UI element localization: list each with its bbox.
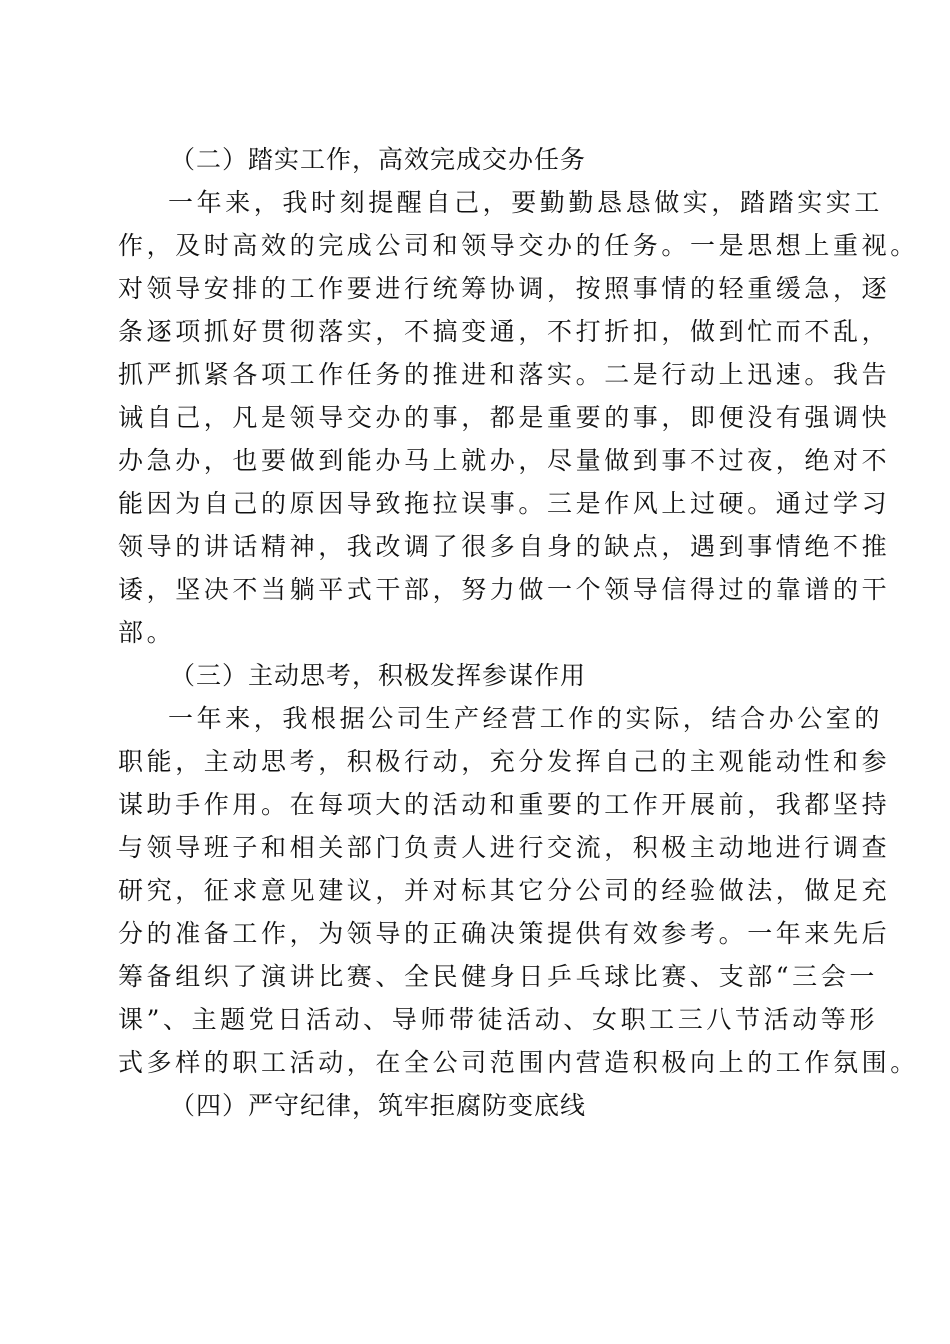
paragraph-line: 筹备组织了演讲比赛、全民健身日乒乓球比赛、支部“三会一 — [118, 962, 878, 991]
section-paragraph-3 — [118, 697, 919, 1084]
paragraph-line: 课”、主题党日活动、导师带徒活动、女职工三八节活动等形 — [118, 1005, 878, 1034]
paragraph-line: 与领导班子和相关部门负责人进行交流，积极主动地进行调查 — [118, 833, 891, 862]
paragraph-line: 条逐项抓好贯彻落实，不搞变通，不打折扣，做到忙而不乱， — [118, 317, 891, 346]
paragraph-line: 研究，征求意见建议，并对标其它分公司的经验做法，做足充 — [118, 876, 891, 905]
paragraph-line: 职能，主动思考，积极行动，充分发挥自己的主观能动性和参 — [118, 747, 891, 776]
paragraph-line: 对领导安排的工作要进行统筹协调，按照事情的轻重缓急，逐 — [118, 274, 891, 303]
paragraph-line: 能因为自己的原因导致拖拉误事。三是作风上过硬。通过学习 — [118, 489, 891, 518]
paragraph-line: 谋助手作用。在每项大的活动和重要的工作开展前，我都坚持 — [118, 790, 891, 819]
document-body — [118, 138, 919, 1127]
paragraph-line: 作，及时高效的完成公司和领导交办的任务。一是思想上重视。 — [118, 231, 919, 260]
paragraph-line: 诿，坚决不当躺平式干部，努力做一个领导信得过的靠谱的干 — [118, 575, 891, 604]
paragraph-line: 式多样的职工活动，在全公司范围内营造积极向上的工作氛围。 — [118, 1048, 919, 1077]
paragraph-line: 部。 — [118, 618, 176, 647]
section-paragraph-2 — [118, 181, 919, 654]
paragraph-line: 诫自己，凡是领导交办的事，都是重要的事，即便没有强调快 — [118, 403, 891, 432]
paragraph-line: 一年来，我时刻提醒自己，要勤勤恳恳做实，踏踏实实工 — [168, 188, 884, 217]
section-heading-4: （四）严守纪律，筑牢拒腐防变底线 — [170, 1091, 587, 1120]
section-heading-3: （三）主动思考，积极发挥参谋作用 — [170, 661, 587, 690]
paragraph-line: 分的准备工作，为领导的正确决策提供有效参考。一年来先后 — [118, 919, 891, 948]
paragraph-line: 抓严抓紧各项工作任务的推进和落实。二是行动上迅速。我告 — [118, 360, 891, 389]
paragraph-line: 领导的讲话精神，我改调了很多自身的缺点，遇到事情绝不推 — [118, 532, 891, 561]
paragraph-line: 办急办，也要做到能办马上就办，尽量做到事不过夜，绝对不 — [118, 446, 891, 475]
paragraph-line: 一年来，我根据公司生产经营工作的实际，结合办公室的 — [168, 704, 884, 733]
section-heading-2: （二）踏实工作，高效完成交办任务 — [170, 145, 587, 174]
